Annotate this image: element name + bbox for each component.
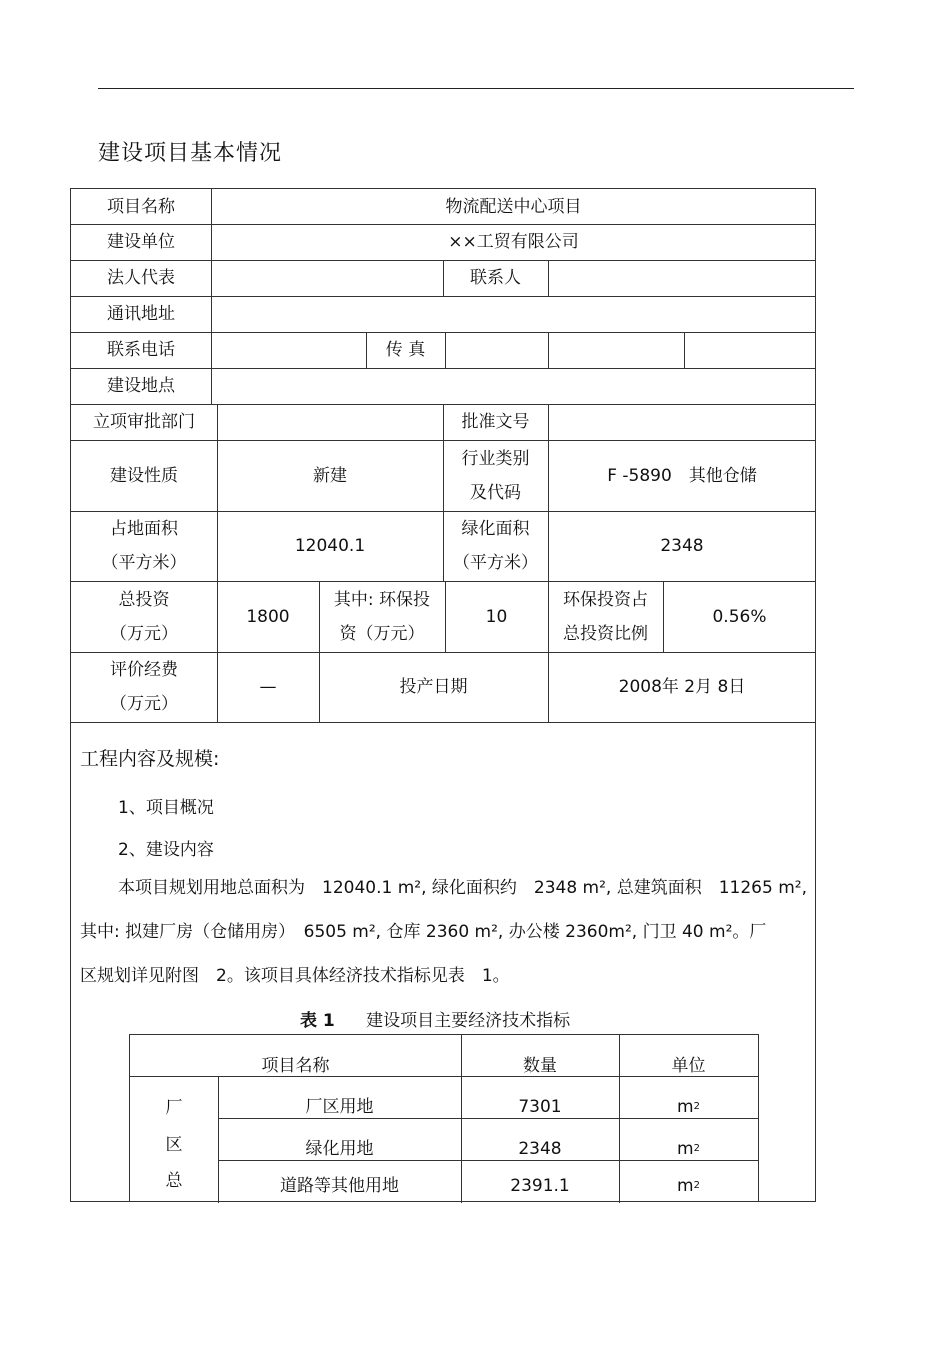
project-name-value: 物流配送中心项目 bbox=[445, 197, 582, 217]
row-1-qty: 7301 bbox=[518, 1097, 562, 1117]
approval-dept-label: 立项审批部门 bbox=[93, 412, 195, 432]
industry-value: F -5890 其他仓储 bbox=[607, 465, 757, 486]
green-label-line1: 绿化面积 bbox=[461, 519, 530, 539]
legal-rep-label: 法人代表 bbox=[107, 268, 175, 288]
invest-label-line1: 总投资 bbox=[118, 589, 170, 610]
header-qty: 数量 bbox=[523, 1055, 557, 1076]
env-invest-value: 10 bbox=[485, 606, 508, 627]
row-1-unit: m 2 bbox=[677, 1097, 700, 1117]
table-caption-text: 建设项目主要经济技术指标 bbox=[366, 1011, 571, 1031]
invest-label-line2: （万元） bbox=[110, 623, 178, 644]
nature-value: 新建 bbox=[313, 465, 347, 486]
area-label-line2: （平方米） bbox=[101, 553, 187, 573]
industry-label-line1: 行业类别 bbox=[461, 448, 530, 469]
group-label-char-2: 区 bbox=[165, 1135, 183, 1155]
table-caption-number: 表 1 bbox=[300, 1011, 335, 1031]
area-value: 12040.1 bbox=[294, 536, 366, 556]
header-name: 项目名称 bbox=[261, 1055, 330, 1076]
row-2-qty: 2348 bbox=[518, 1139, 562, 1159]
fax-label: 传 真 bbox=[385, 340, 426, 360]
invest-value: 1800 bbox=[246, 606, 290, 627]
eval-fee-value: — bbox=[259, 677, 277, 697]
builder-value: ××工贸有限公司 bbox=[448, 232, 579, 252]
env-invest-label-line2: 资（万元） bbox=[339, 623, 425, 644]
eval-fee-label-line2: （万元） bbox=[110, 694, 178, 714]
row-2-name: 绿化用地 bbox=[305, 1139, 374, 1159]
table-caption bbox=[300, 1006, 570, 1031]
production-date-label: 投产日期 bbox=[399, 677, 468, 697]
header-rule bbox=[98, 88, 854, 89]
env-ratio-label bbox=[548, 581, 663, 652]
header-unit: 单位 bbox=[671, 1055, 706, 1076]
site-label: 建设地点 bbox=[107, 376, 175, 396]
area-label-line1: 占地面积 bbox=[110, 519, 178, 539]
green-value: 2348 bbox=[660, 536, 704, 556]
env-invest-label-line1: 其中: 环保投 bbox=[333, 589, 431, 610]
green-label bbox=[443, 511, 548, 581]
paragraph-line-1: 本项目规划用地总面积为 12040.1 m², 绿化面积约 2348 m², 总建筑面积 11265 m², bbox=[118, 878, 807, 898]
eval-fee-label-line1: 评价经费 bbox=[110, 660, 178, 680]
item-overview: 1、项目概况 bbox=[118, 798, 214, 818]
invest-label bbox=[71, 581, 217, 652]
approval-doc-label: 批准文号 bbox=[461, 412, 530, 432]
area-label bbox=[71, 511, 217, 581]
paragraph-line-2: 其中: 拟建厂房（仓储用房） 6505 m², 仓库 2360 m², 办公楼 2360m², 门卫 40 m²。厂 bbox=[80, 922, 767, 942]
paragraph-line-3: 区规划详见附图 2。该项目具体经济技术指标见表 1。 bbox=[80, 966, 510, 986]
eval-fee-label bbox=[71, 652, 217, 722]
env-invest-label bbox=[319, 581, 445, 652]
green-label-line2: （平方米） bbox=[453, 553, 538, 573]
industry-label-line2: 及代码 bbox=[470, 482, 521, 503]
page-title: 建设项目基本情况 bbox=[98, 141, 283, 166]
env-ratio-value: 0.56% bbox=[712, 606, 767, 627]
industry-label bbox=[443, 440, 548, 511]
phone-label: 联系电话 bbox=[107, 340, 175, 360]
indicator-table bbox=[129, 1034, 759, 1202]
production-date-value: 2008年 2月 8日 bbox=[618, 677, 746, 697]
row-2-unit: m 2 bbox=[677, 1139, 700, 1159]
contact-label: 联系人 bbox=[470, 268, 521, 288]
group-label-char-1: 厂 bbox=[165, 1098, 183, 1118]
env-ratio-label-line1: 环保投资占 bbox=[563, 589, 648, 610]
env-ratio-label-line2: 总投资比例 bbox=[563, 623, 648, 644]
section-title: 工程内容及规模: bbox=[80, 748, 220, 770]
item-construction: 2、建设内容 bbox=[118, 840, 214, 860]
nature-label: 建设性质 bbox=[110, 465, 178, 486]
row-3-unit: m 2 bbox=[677, 1176, 700, 1196]
project-name-label: 项目名称 bbox=[107, 197, 175, 217]
address-label: 通讯地址 bbox=[107, 304, 175, 324]
row-3-name: 道路等其他用地 bbox=[280, 1176, 399, 1196]
group-label-char-3: 总 bbox=[165, 1171, 183, 1191]
builder-label: 建设单位 bbox=[107, 232, 175, 252]
row-1-name: 厂区用地 bbox=[305, 1097, 374, 1117]
row-3-qty: 2391.1 bbox=[510, 1176, 570, 1196]
